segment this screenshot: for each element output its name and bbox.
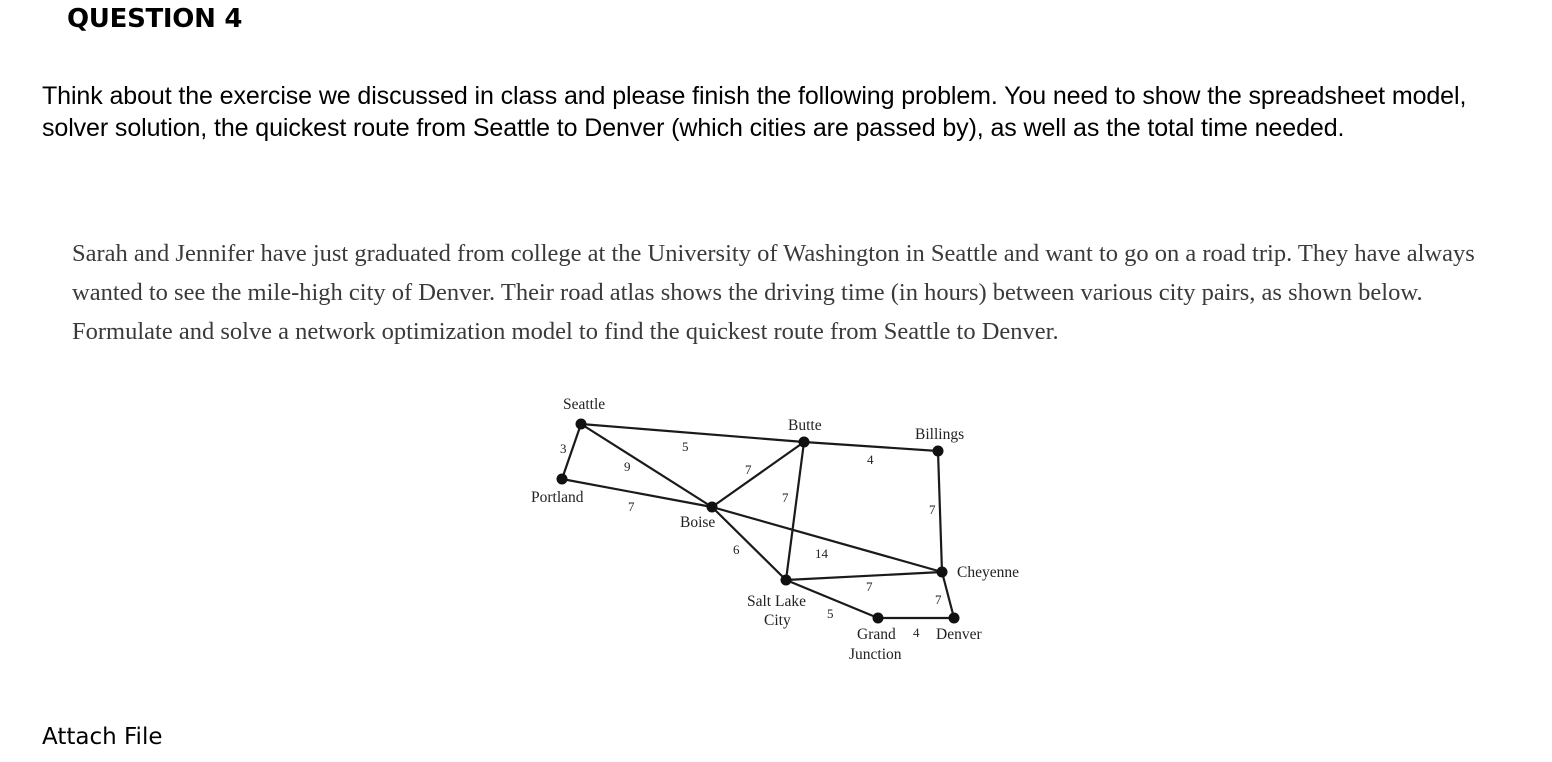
weight-butte-billings: 4 xyxy=(867,452,874,467)
label-salt-lake-line1: Salt Lake xyxy=(747,593,806,610)
question-title: QUESTION 4 xyxy=(67,4,243,34)
label-cheyenne: Cheyenne xyxy=(957,564,1019,581)
label-billings: Billings xyxy=(915,426,965,443)
weight-portland-boise: 7 xyxy=(628,499,635,514)
weight-boise-butte: 7 xyxy=(745,462,752,477)
edge-billings-cheyenne xyxy=(938,451,942,572)
weight-butte-salt-lake: 7 xyxy=(782,490,789,505)
label-seattle: Seattle xyxy=(563,396,606,413)
label-boise: Boise xyxy=(680,514,716,531)
weight-seattle-portland: 3 xyxy=(560,441,567,456)
weight-cheyenne-denver: 7 xyxy=(935,592,942,607)
node-grand-junction xyxy=(873,613,884,624)
node-salt-lake-city xyxy=(781,575,792,586)
edge-cheyenne-denver xyxy=(942,572,954,618)
node-boise xyxy=(707,502,718,513)
edge-butte-salt-lake xyxy=(786,442,804,580)
edge-salt-lake-cheyenne xyxy=(786,572,942,580)
weight-seattle-boise: 9 xyxy=(624,459,631,474)
node-seattle xyxy=(576,419,587,430)
label-butte: Butte xyxy=(788,417,822,434)
problem-text: Sarah and Jennifer have just graduated from college at the University of Washington in Seattle and want to go on a road trip. They have always wanted to see the mile-high city of Denver. Their road atlas shows the driving time (in hours) between various city pairs, as shown below. Formulate and solve a network optimization model to find the quickest route from Seattle to Denver. xyxy=(72,240,1475,345)
weight-billings-cheyenne: 7 xyxy=(929,502,936,517)
attach-file-link[interactable]: Attach File xyxy=(42,724,163,750)
weight-salt-lake-cheyenne: 7 xyxy=(866,579,873,594)
label-salt-lake-line2: City xyxy=(764,612,791,629)
label-denver: Denver xyxy=(936,626,982,643)
node-portland xyxy=(557,474,568,485)
weight-grand-junction-denver: 4 xyxy=(913,625,920,640)
question-instructions: Think about the exercise we discussed in class and please finish the following problem. You need to show the spreadsheet model, solver solution, the quickest route from Seattle to Denver (which cities are passed by), as well as the total time needed. xyxy=(42,82,1467,142)
node-billings xyxy=(933,446,944,457)
weight-boise-cheyenne: 14 xyxy=(815,546,828,561)
label-grand-junction-line1: Grand xyxy=(857,626,896,643)
node-denver xyxy=(949,613,960,624)
node-cheyenne xyxy=(937,567,948,578)
edge-butte-billings xyxy=(804,442,938,451)
label-portland: Portland xyxy=(531,489,584,506)
weight-salt-lake-grand-junction: 5 xyxy=(827,606,834,621)
node-butte xyxy=(799,437,810,448)
weight-seattle-butte: 5 xyxy=(682,439,689,454)
label-grand-junction-line2: Junction xyxy=(849,646,902,663)
weight-boise-salt-lake: 6 xyxy=(733,542,740,557)
edge-boise-butte xyxy=(712,442,804,507)
edge-seattle-butte xyxy=(581,424,804,442)
